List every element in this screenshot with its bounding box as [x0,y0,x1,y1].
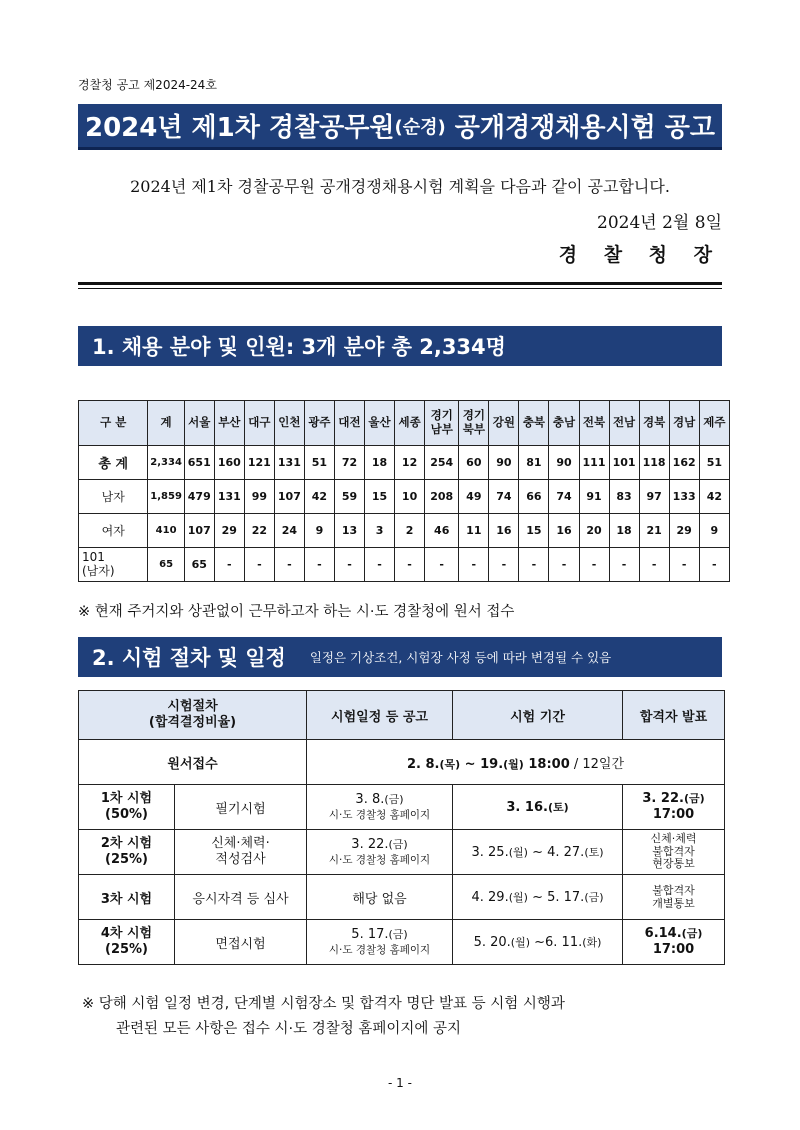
table-cell: - [639,548,669,582]
stage-ratio: (25%) [105,942,148,957]
table-cell: - [579,548,609,582]
table-cell: - [425,548,459,582]
table-row [79,514,730,548]
table-row [79,920,725,965]
result-time: 17:00 [652,942,695,957]
page-number: - 1 - [388,1076,412,1090]
title-rest: 공개경쟁채용시험 공고 [445,113,715,143]
table-cell: 410 [148,514,184,548]
table-row [79,785,725,830]
table-row [79,740,725,785]
stage-cell [79,920,175,965]
table-cell: 74 [549,480,579,514]
table-cell: 111 [579,446,609,480]
table-cell: - [549,548,579,582]
period-date-start: 3. 25. [471,845,509,860]
section2-title: 2. 시험 절차 및 일정 [92,646,286,670]
table-cell: 18 [365,446,395,480]
table-cell: 42 [304,480,334,514]
row-label: 남자 [79,480,148,514]
table-cell: 21 [639,514,669,548]
title-main: 2024년 제1차 경찰공무원 [85,113,395,143]
apply-time: 18:00 [523,756,570,772]
table-cell: - [244,548,274,582]
region-header: 광주 [304,401,334,446]
table-cell: 90 [549,446,579,480]
region-header: 충북 [519,401,549,446]
period-cell [453,830,623,875]
result-cell [623,785,725,830]
table-cell: 131 [274,446,304,480]
notice-day: (금) [388,928,408,942]
result-line2: 개별통보 [652,897,695,910]
table-cell: - [304,548,334,582]
row-label: 여자 [79,514,148,548]
table-cell: 9 [304,514,334,548]
table-cell: 2 [395,514,425,548]
apply-date-start: 2. 8. [406,756,440,772]
remark-schedule [82,992,722,1043]
table-cell: 29 [214,514,244,548]
table-cell: 24 [274,514,304,548]
exam-type-line2: 적성검사 [215,852,266,867]
remark-line2: 관련된 모든 사항은 접수 시·도 경찰청 홈페이지에 공지 [116,1021,462,1038]
table-cell: - [489,548,519,582]
period-date-start: 4. 29. [471,890,509,905]
table-cell: 9 [699,514,729,548]
stage-cell [79,875,175,920]
period-date-start: 5. 20. [473,935,511,950]
region-header: 전남 [609,401,639,446]
table-cell: 65 [148,548,184,582]
table-cell: - [214,548,244,582]
notice-place: 시·도 경찰청 홈페이지 [328,943,431,956]
table-cell: 81 [519,446,549,480]
exam-type-line1: 신체·체력· [211,835,270,851]
apply-label: 원서접수 [79,740,307,785]
table-cell: - [334,548,364,582]
stage-name: 3차 시험 [100,891,153,907]
result-day: (금) [681,926,703,940]
table-row [79,875,725,920]
table-cell: 91 [579,480,609,514]
period-day-end: (금) [584,891,604,904]
title-paren: (순경) [394,116,446,138]
table-cell: 99 [244,480,274,514]
stage-name: 1차 시험 [100,790,153,806]
table-cell: 18 [609,514,639,548]
notice-day: (금) [384,793,404,807]
table-cell: 22 [244,514,274,548]
region-header: 경남 [669,401,699,446]
table-cell: 208 [425,480,459,514]
table-cell: - [669,548,699,582]
table-cell: 59 [334,480,364,514]
table-cell: 72 [334,446,364,480]
table-cell: 133 [669,480,699,514]
table-cell: 1,859 [148,480,184,514]
period-day-end: (화) [582,936,602,949]
col-result: 합격자 발표 [623,691,725,740]
table-row [79,548,730,582]
col-procedure-sub: (합격결정비율) [148,715,237,730]
apply-date-end: ~ 19. [460,756,504,772]
table-cell: 107 [274,480,304,514]
section2-note: 일정은 기상조건, 시험장 사정 등에 따라 변경될 수 있음 [309,650,612,665]
table-cell: 16 [489,514,519,548]
table-cell: - [609,548,639,582]
period-cell [453,875,623,920]
period-day-end: (토) [584,846,604,859]
table-cell: - [365,548,395,582]
table-cell: 101 [609,446,639,480]
section2-header [78,637,722,677]
table-row [79,480,730,514]
notice-day: (금) [388,838,408,852]
apply-day-start: (목) [439,757,461,771]
table-cell: 12 [395,446,425,480]
table-cell: 10 [395,480,425,514]
notice-date: 3. 22. [351,837,389,853]
result-time: 17:00 [652,807,695,822]
region-header: 강원 [489,401,519,446]
region-header: 경기 남부 [425,401,459,446]
table-cell: 74 [489,480,519,514]
result-cell [623,920,725,965]
table-cell: - [699,548,729,582]
table-cell: - [459,548,489,582]
table-cell: 49 [459,480,489,514]
table-cell: - [519,548,549,582]
stage-ratio: (50%) [105,807,148,822]
notice-place: 시·도 경찰청 홈페이지 [328,808,431,821]
table-cell: 162 [669,446,699,480]
apply-duration: / 12일간 [569,756,625,772]
result-cell [623,875,725,920]
table-cell: 15 [519,514,549,548]
notice-cell [307,920,453,965]
exam-type: 면접시험 [175,920,307,965]
region-header: 제주 [699,401,729,446]
divider-thin [78,288,722,289]
divider-thick [78,282,722,285]
table-cell: 46 [425,514,459,548]
table-cell: 60 [459,446,489,480]
region-header: 울산 [365,401,395,446]
table-cell: 107 [184,514,214,548]
table-cell: 97 [639,480,669,514]
notice-cell [307,785,453,830]
section1-title: 1. 채용 분야 및 인원: 3개 분야 총 2,334명 [92,335,506,359]
stage-name: 2차 시험 [100,835,153,851]
region-header: 부산 [214,401,244,446]
table-cell: 11 [459,514,489,548]
table-cell: 65 [184,548,214,582]
table-row [79,446,730,480]
col-period: 시험 기간 [453,691,623,740]
table-cell: - [395,548,425,582]
table-cell: 651 [184,446,214,480]
table-cell: 13 [334,514,364,548]
notice-place: 시·도 경찰청 홈페이지 [328,853,431,866]
notice-cell: 해당 없음 [307,875,453,920]
region-header: 대전 [334,401,364,446]
notice-date: 2024년 2월 8일 [597,213,722,233]
notice-cell [307,830,453,875]
table-cell: 160 [214,446,244,480]
period-date-end: ~6. 11. [530,935,583,950]
region-header: 전북 [579,401,609,446]
notice-number: 경찰청 공고 제2024-24호 [78,78,217,92]
stage-ratio: (25%) [105,852,148,867]
region-header: 경기 북부 [459,401,489,446]
period-day: (토) [547,801,569,814]
recruitment-table [78,400,730,582]
table-cell: 20 [579,514,609,548]
region-header: 서울 [184,401,214,446]
result-day: (금) [683,791,705,805]
notice-date: 3. 8. [355,792,385,808]
row-label: 101 (남자) [79,548,148,582]
table-row [79,830,725,875]
table-cell: 66 [519,480,549,514]
stage-cell [79,785,175,830]
result-date: 3. 22. [642,790,684,806]
period-day-start: (월) [508,846,528,859]
result-line2: 불합격자 [652,844,695,858]
period-date-end: ~ 4. 27. [527,845,585,860]
remark-line1: ※ 당해 시험 일정 변경, 단계별 시험장소 및 합격자 명단 발표 등 시험 시행과 [82,996,565,1012]
schedule-table [78,690,725,965]
table-cell: 90 [489,446,519,480]
result-date: 6.14. [644,925,682,941]
apply-day-end: (월) [503,757,524,771]
table-cell: 42 [699,480,729,514]
row-label: 총 계 [79,446,148,480]
signer: 경 찰 청 장 [558,244,722,266]
result-line1: 신체·체력 [650,832,697,846]
result-line3: 현장통보 [652,857,695,871]
section1-header [78,326,722,366]
table-cell: 51 [304,446,334,480]
region-header: 세종 [395,401,425,446]
region-header: 대구 [244,401,274,446]
table-cell: 254 [425,446,459,480]
period-cell [453,920,623,965]
period-day-start: (월) [508,891,528,904]
region-header: 충남 [549,401,579,446]
result-cell [623,830,725,875]
table-cell: 83 [609,480,639,514]
col-procedure-label: 시험절차 [167,698,218,714]
period-date-end: ~ 5. 17. [527,890,585,905]
stage-name: 4차 시험 [100,925,153,941]
stage-cell [79,830,175,875]
page-title [78,104,722,150]
table-cell: 3 [365,514,395,548]
result-line1: 불합격자 [652,883,695,897]
region-header: 계 [148,401,184,446]
exam-type: 필기시험 [175,785,307,830]
col-procedure [79,691,307,740]
table-cell: - [274,548,304,582]
col-notice: 시험일정 등 공고 [307,691,453,740]
table-cell: 16 [549,514,579,548]
table-cell: 51 [699,446,729,480]
table-cell: 131 [214,480,244,514]
table-cell: 29 [669,514,699,548]
table-cell: 479 [184,480,214,514]
table-cell: 118 [639,446,669,480]
period-date: 3. 16. [506,800,548,815]
exam-type [175,830,307,875]
table-cell: 15 [365,480,395,514]
period-day-start: (월) [510,936,530,949]
region-header: 경북 [639,401,669,446]
table-cell: 121 [244,446,274,480]
corner-header: 구 분 [79,401,148,446]
intro-text: 2024년 제1차 경찰공무원 공개경쟁채용시험 계획을 다음과 같이 공고합니다. [130,177,670,196]
table-header-row [79,401,730,446]
remark-residence: ※ 현재 주거지와 상관없이 근무하고자 하는 시·도 경찰청에 원서 접수 [78,604,515,620]
notice-date: 5. 17. [351,927,389,943]
period-cell [453,785,623,830]
exam-type: 응시자격 등 심사 [175,875,307,920]
apply-period [307,740,725,785]
table-header-row [79,691,725,740]
table-cell: 2,334 [148,446,184,480]
region-header: 인천 [274,401,304,446]
